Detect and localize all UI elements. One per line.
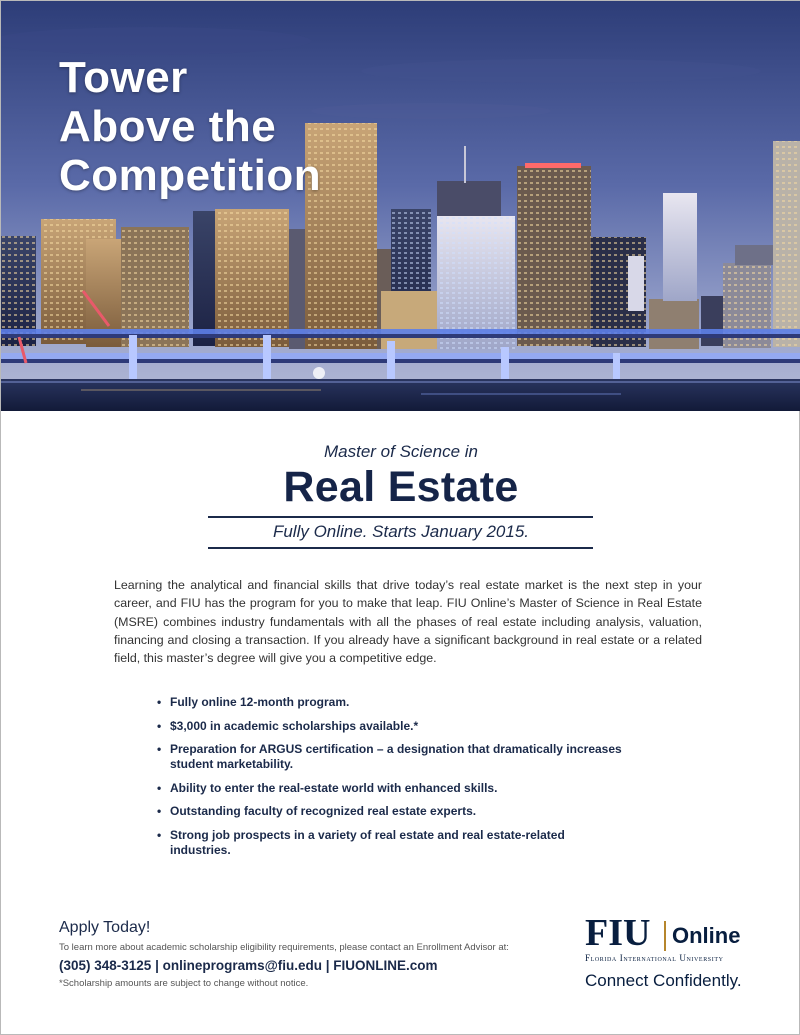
logo-divider [664, 921, 666, 951]
list-item [157, 719, 627, 734]
list-item-text: Outstanding faculty of recognized real estate experts. [170, 804, 477, 818]
list-item [157, 804, 627, 819]
logo-university-name: Florida International University [585, 953, 724, 963]
list-item [157, 781, 627, 796]
bullet-icon: • [157, 827, 162, 842]
list-item-text: Preparation for ARGUS certification – a designation that dramatically increases student marketability. [170, 742, 622, 771]
benefits-list [157, 695, 627, 866]
bullet-icon: • [157, 780, 162, 795]
program-title: Real Estate [283, 463, 519, 511]
bullet-icon: • [157, 804, 162, 818]
list-item [157, 828, 627, 858]
hero-headline: Tower Above the Competition [59, 53, 322, 200]
bullet-icon: • [157, 718, 162, 733]
bullet-icon: • [157, 742, 162, 756]
bullet-icon: • [157, 695, 162, 709]
hero-skyline-image [1, 1, 800, 411]
contact-note: To learn more about academic scholarship eligibility requirements, please contact an Enrollment Advisor at: [59, 942, 509, 953]
program-degree-label: Master of Science in [323, 442, 478, 461]
contact-details: (305) 348-3125 | onlineprograms@fiu.edu | FIUONLINE.com [59, 958, 438, 973]
list-item-text: Fully online 12-month program. [170, 695, 350, 709]
list-item-text: $3,000 in academic scholarships available.* [170, 718, 419, 733]
apply-heading: Apply Today! [59, 919, 151, 936]
list-item [157, 695, 627, 710]
program-tagline: Fully Online. Starts January 2015. [272, 522, 530, 541]
logo-online-label: Online [672, 923, 741, 948]
title-rule-bottom [208, 547, 593, 549]
intro-paragraph: Learning the analytical and financial skills that drive today’s real estate market is the next step in your career, and FIU has the program for you to make that leap. FIU Online’s Master of Science in Real Estate (MSRE) combines industry fundamentals with all the phases of real estate including analysis, valuation, financing and closing a transaction. If you already have a significant background in real estate or a related field, this master’s degree will give you a competitive edge. [114, 578, 702, 666]
list-item-text: Strong job prospects in a variety of real estate and real estate-related industries. [170, 827, 565, 857]
list-item-text: Ability to enter the real-estate world with enhanced skills. [170, 780, 498, 795]
fiu-wordmark: FIU [585, 912, 651, 954]
title-rule-top [208, 516, 593, 518]
fiu-online-logo [585, 913, 755, 993]
list-item [157, 742, 627, 772]
scholarship-disclaimer: *Scholarship amounts are subject to change without notice. [59, 978, 309, 989]
logo-tagline: Connect Confidently. [585, 971, 742, 990]
